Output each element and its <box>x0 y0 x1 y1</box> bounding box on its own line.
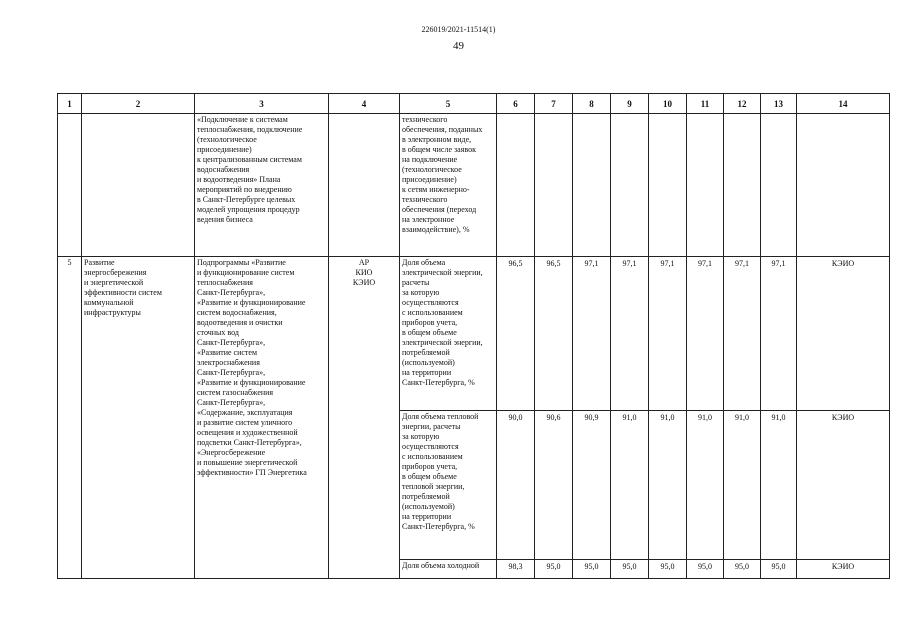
indicator-cell: Доля объема холодной <box>400 560 497 579</box>
column-header: 10 <box>649 94 687 114</box>
column-header: 1 <box>58 94 82 114</box>
value-cell: 97,1 <box>611 257 649 411</box>
value-cell: 95,0 <box>761 560 797 579</box>
table-header-row <box>58 94 890 114</box>
value-cell: 96,5 <box>497 257 535 411</box>
responsible-cell: КЭИО <box>797 560 890 579</box>
value-cell: 98,3 <box>497 560 535 579</box>
value-cell: 95,0 <box>724 560 761 579</box>
page-number: 49 <box>453 40 464 52</box>
indicators-table <box>57 93 890 579</box>
value-cell: 97,1 <box>724 257 761 411</box>
responsible-cell: КЭИО <box>797 257 890 411</box>
value-cell: 91,0 <box>724 411 761 560</box>
column-header: 12 <box>724 94 761 114</box>
value-cell: 91,0 <box>649 411 687 560</box>
value-cell: 97,1 <box>761 257 797 411</box>
value-cell: 90,6 <box>535 411 573 560</box>
column-header: 8 <box>573 94 611 114</box>
row-number-cell: 5 <box>58 257 82 579</box>
value-cell: 91,0 <box>687 411 724 560</box>
column-header: 5 <box>400 94 497 114</box>
value-cell: 97,1 <box>649 257 687 411</box>
value-cell: 97,1 <box>687 257 724 411</box>
value-cell: 95,0 <box>687 560 724 579</box>
value-cell: 91,0 <box>611 411 649 560</box>
value-cell: 91,0 <box>761 411 797 560</box>
value-cell: 95,0 <box>573 560 611 579</box>
value-cell: 90,9 <box>573 411 611 560</box>
value-cell: 97,1 <box>573 257 611 411</box>
executors-cell: АР КИО КЭИО <box>329 257 400 579</box>
value-cell: 90,0 <box>497 411 535 560</box>
program-cell: «Подключение к системам теплоснабжения, подключение (технологическое присоединение) к централизованным системам водоснабжения и водоотведения» Плана мероприятий по внедрению в Санкт-Петербурге целевых моделей упрощения процедур ведения бизнеса <box>195 114 329 257</box>
column-header: 7 <box>535 94 573 114</box>
column-header: 9 <box>611 94 649 114</box>
column-header: 6 <box>497 94 535 114</box>
value-cell: 95,0 <box>611 560 649 579</box>
indicator-cell: технического обеспечения, поданных в электронном виде, в общем числе заявок на подключение (технологическое присоединение) к сетям инженерно- технического обеспечения (переход на электронное взаимодействие), % <box>400 114 497 257</box>
column-header: 13 <box>761 94 797 114</box>
value-cell: 96,5 <box>535 257 573 411</box>
responsible-cell: КЭИО <box>797 411 890 560</box>
value-cell: 95,0 <box>535 560 573 579</box>
table-row <box>58 114 890 257</box>
column-header: 2 <box>82 94 195 114</box>
program-cell: Подпрограммы «Развитие и функционирование систем теплоснабжения Санкт-Петербурга», «Развитие и функционирование систем водоснабжения, водоотведения и очистки сточных вод Санкт-Петербурга», «Развитие систем электроснабжения Санкт-Петербурга», «Развитие и функционирование систем газоснабжения Санкт-Петербурга», «Содержание, эксплуатация и развитие систем уличного освещения и художественной подсветки Санкт-Петербурга», «Энергосбережение и повышение энергетической эффективности» ГП Энергетика <box>195 257 329 579</box>
indicator-cell: Доля объема тепловой энергии, расчеты за которую осуществляются с использованием приборов учета, в общем объеме тепловой энергии, потребляемой (используемой) на территории Санкт-Петербурга, % <box>400 411 497 560</box>
goal-cell: Развитие энергосбережения и энергетической эффективности систем коммунальной инфраструктуры <box>82 257 195 579</box>
column-header: 3 <box>195 94 329 114</box>
column-header: 4 <box>329 94 400 114</box>
column-header: 11 <box>687 94 724 114</box>
indicator-cell: Доля объема электрической энергии, расчеты за которую осуществляются с использованием приборов учета, в общем объеме электрической энергии, потребляемой (используемой) на территории Санкт-Петербурга, % <box>400 257 497 411</box>
column-header: 14 <box>797 94 890 114</box>
table-row <box>58 257 890 411</box>
document-id: 226019/2021-11514(1) <box>421 25 496 34</box>
value-cell: 95,0 <box>649 560 687 579</box>
